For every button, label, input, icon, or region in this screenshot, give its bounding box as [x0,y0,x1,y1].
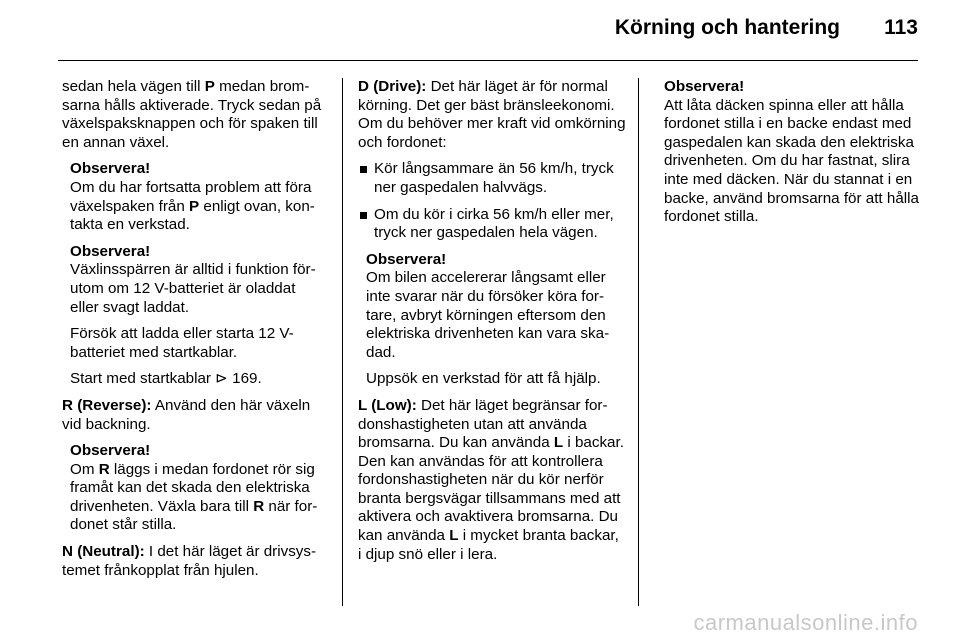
column-3: Observera! Att låta däcken spinna eller att hålla fordonet stilla i en backe endast med gaspedalen kan skada den elektriska drivenheten. Om du har fastnat, slira inte med däcken. När du stannat i en backe, använd bromsarna för att hålla fordonet stilla. [664,78,924,235]
bullet-square-icon [360,212,367,219]
header-divider [58,60,918,61]
watermark: carmanualsonline.info [693,610,918,635]
intro-paragraph: sedan hela vägen till P medan bromsarna hålls aktiverade. Tryck sedan på växelspaksknappen och för spaken till en annan växel. [62,78,322,151]
list-item: Kör långsammare än 56 km/h, tryck ner gaspedalen halvvägs. [358,160,626,197]
low-description: L (Low): Det här läget begränsar fordonshastigheten utan att använda bromsarna. Du kan använda L i backar. Den kan användas för att kontrollera fordonshastigheten när du kör nerför branta bergsvägar tillsammans med att aktivera och avaktivera bromsarna. Du kan använda L i mycket branta backar, i djup snö eller i lera. [358,396,624,563]
list-item: Om du kör i cirka 56 km/h eller mer, tryck ner gaspedalen hela vägen. [358,206,626,243]
page-number: 113 [884,16,918,39]
gear-label-neutral: N (Neutral): [62,543,145,561]
note-block: Observera! Om du har fortsatta problem att föra växelspaken från P enligt ovan, kontakta en verkstad. [70,160,326,234]
drive-description: D (Drive): Det här läget är för normal körning. Det ger bäst bränsleekonomi. Om du behöver mer kraft vid omkörning och fordonet: [358,78,626,151]
bullet-square-icon [360,166,367,173]
gear-label-low: L (Low): [358,396,417,414]
note-title: Observera! [366,250,447,268]
note-title: Observera! [70,160,151,178]
column-divider-2 [638,78,639,606]
note-block: Observera! Om bilen accelererar långsamt eller inte svarar när du försöker köra fortare, avbryt körningen eftersom den elektriska drivenheten kan vara skadad. Uppsök en verkstad för att få hjälp. [366,251,626,389]
reverse-description: R (Reverse): Använd den här växeln vid backning. [62,396,311,433]
note-block: Observera! Växlinsspärren är alltid i funktion förutom om 12 V-batteriet är oladdat eller svagt laddat. Försök att ladda eller starta 12 V-batteriet med startkablar. Start med startkablar ⊳ 169. [70,243,326,389]
column-divider-1 [342,78,343,606]
note-title: Observera! [70,442,151,460]
gear-label-drive: D (Drive): [358,78,427,95]
note-block: Observera! Om R läggs i medan fordonet rör sig framåt kan det skada den elektriska drivenheten. Växla bara till R när fordonet står stilla. [70,442,326,535]
column-1 [62,78,326,588]
gear-label-reverse: R (Reverse): [62,396,152,414]
note-title: Observera! [664,78,745,95]
page-reference: Start med startkablar ⊳ 169. [70,370,262,388]
neutral-description: N (Neutral): I det här läget är drivsystemet frånkopplat från hjulen. [62,543,317,579]
column-2 [358,78,626,572]
note-title: Observera! [70,242,151,260]
section-title: Körning och hantering [614,16,840,39]
